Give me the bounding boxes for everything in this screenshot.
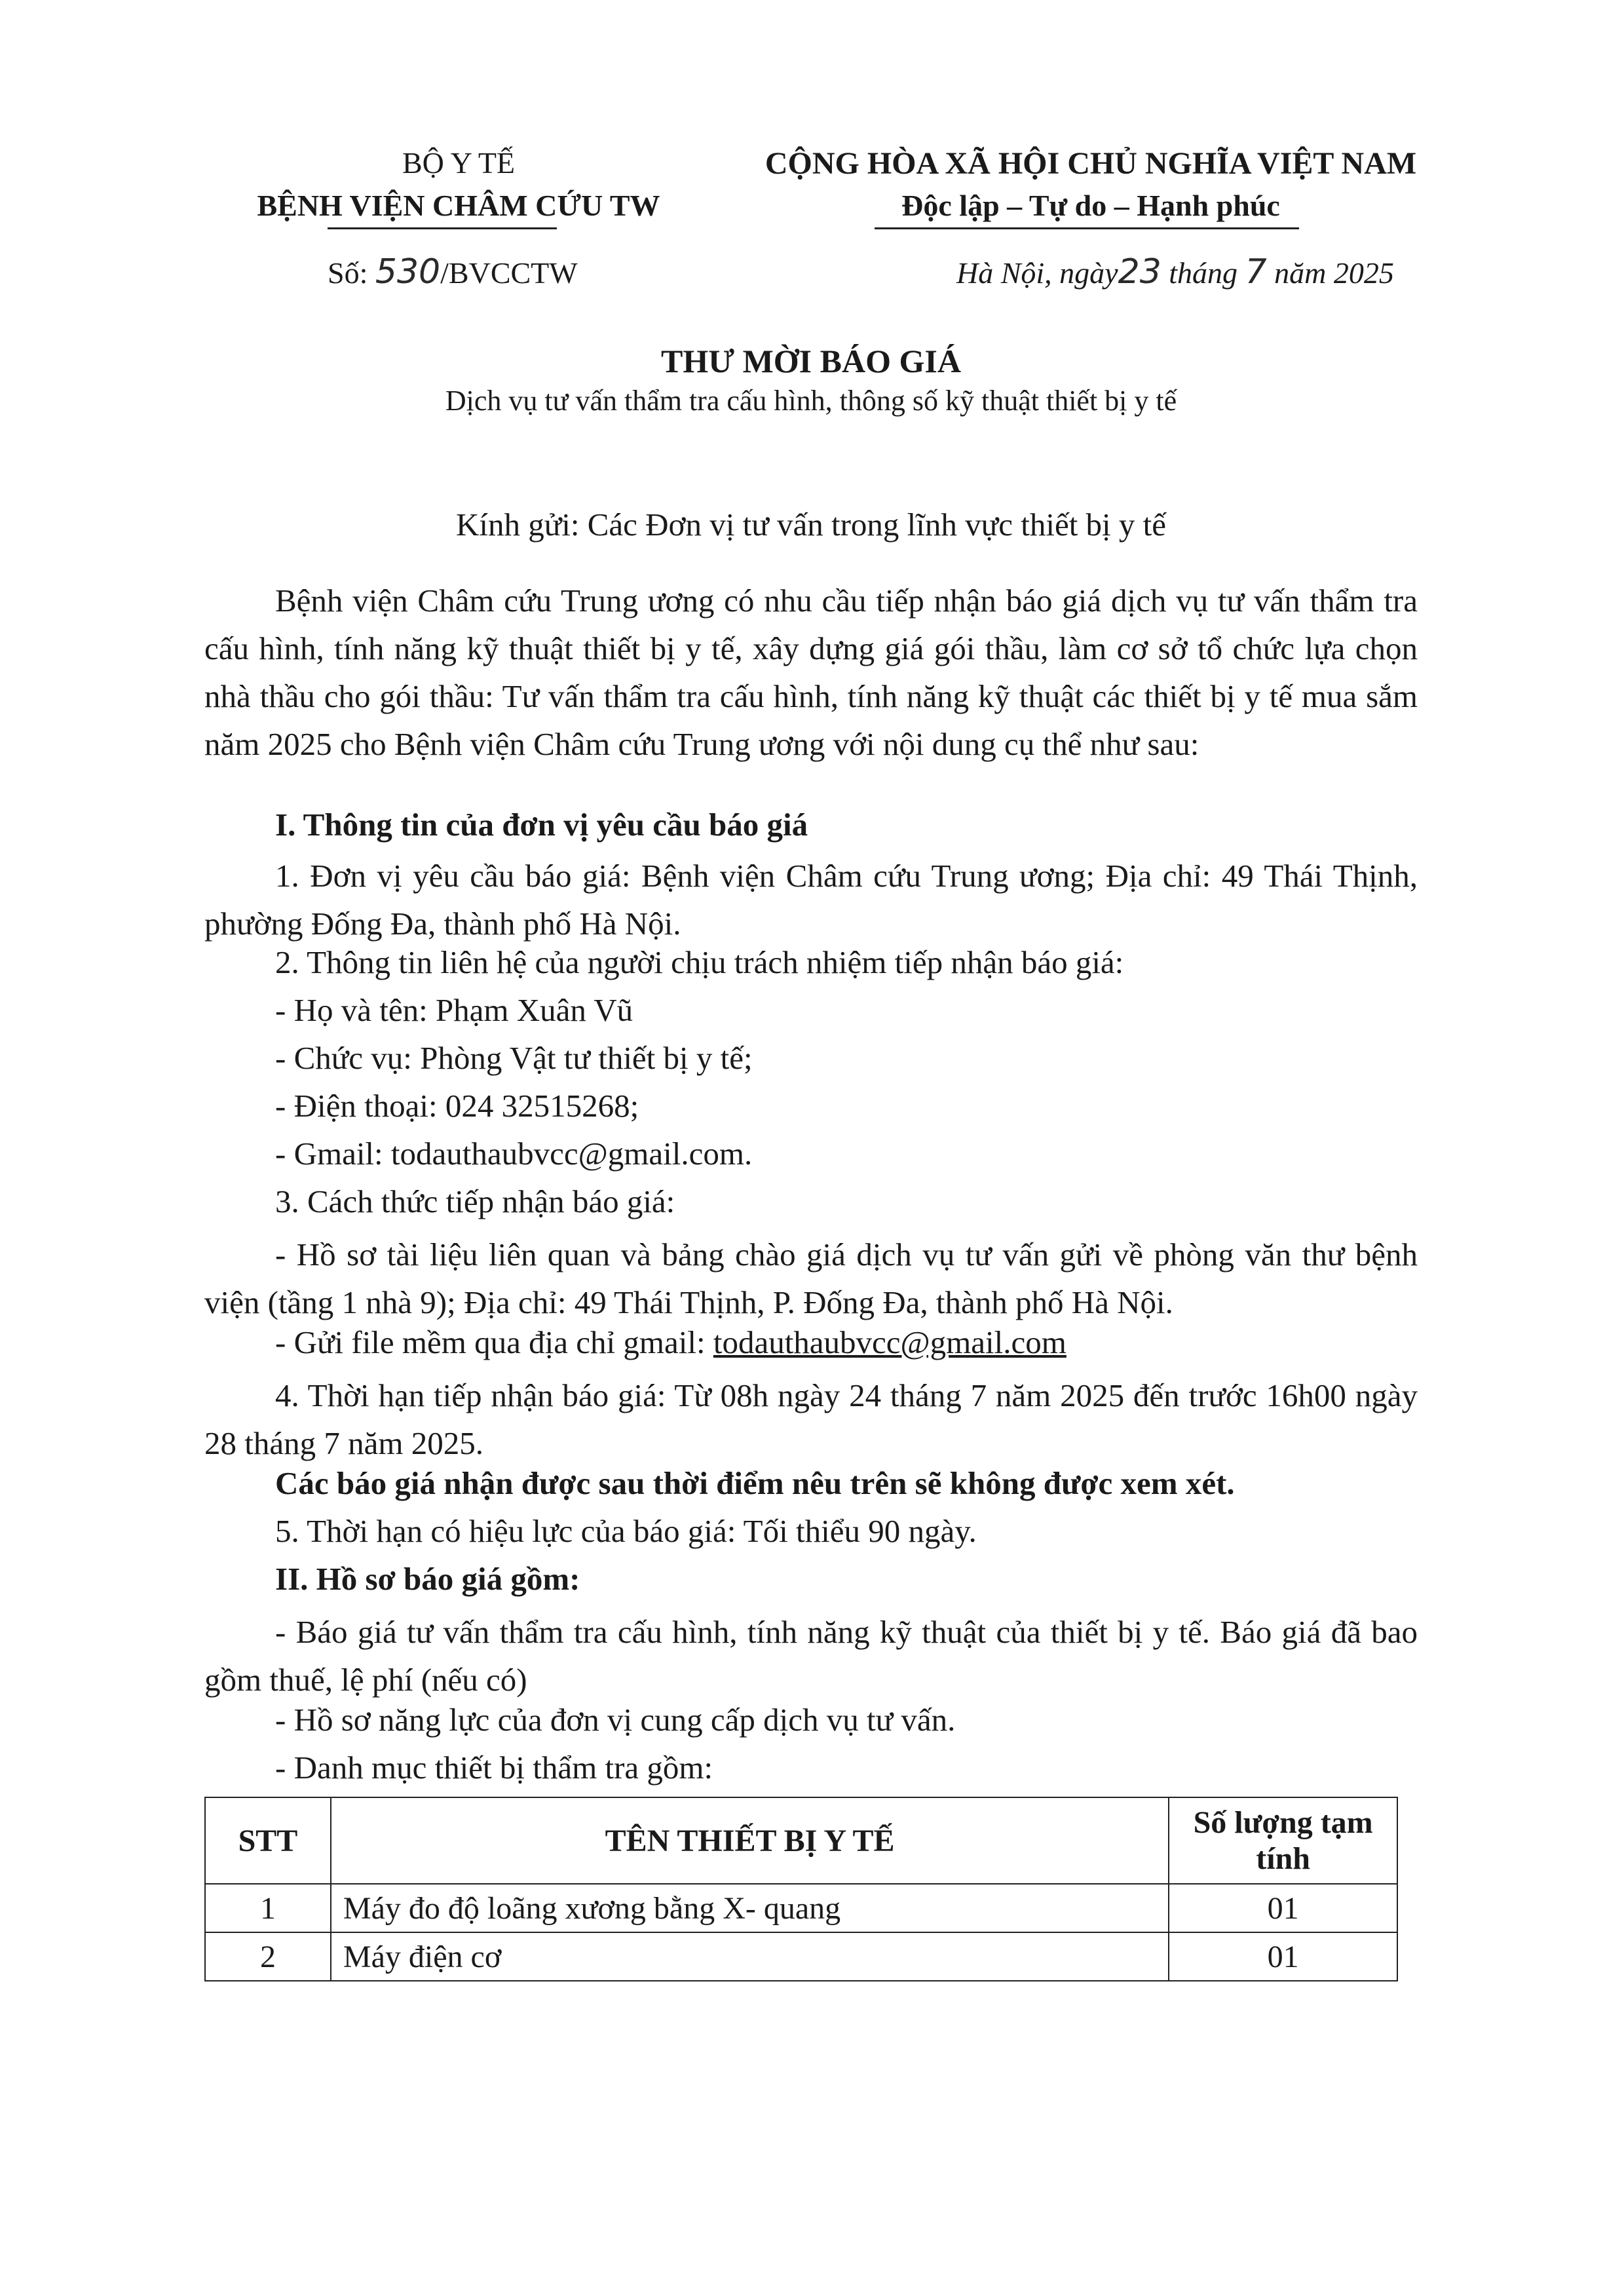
document-date (956, 252, 1394, 292)
contact-phone: - Điện thoại: 024 32515268; (275, 1088, 639, 1124)
number-suffix: /BVCCTW (440, 256, 578, 290)
salutation: Kính gửi: Các Đơn vị tư vấn trong lĩnh vực thiết bị y tế (455, 507, 1167, 543)
header-quantity: Số lượng tạm tính (1169, 1797, 1397, 1884)
date-day: 23 (1118, 252, 1161, 292)
number-handwritten: 530 (375, 252, 441, 292)
row-stt: 2 (205, 1932, 331, 1981)
late-submission-warning: Các báo giá nhận được sau thời điểm nêu trên sẽ không được xem xét. (275, 1465, 1235, 1501)
hospital-underline (328, 227, 557, 229)
section-1-item-3: 3. Cách thức tiếp nhận báo giá: (275, 1183, 675, 1219)
section-2-bullet-2: - Hồ sơ năng lực của đơn vị cung cấp dịch vụ tư vấn. (275, 1702, 956, 1738)
contact-gmail: - Gmail: todauthaubvcc@gmail.com. (275, 1136, 753, 1172)
date-year: năm 2025 (1274, 256, 1394, 290)
number-prefix: Số: (328, 256, 368, 290)
row-quantity: 01 (1169, 1932, 1397, 1981)
section-2-bullet-1: - Báo giá tư vấn thẩm tra cấu hình, tính năng kỹ thuật của thiết bị y tế. Báo giá đã bao gồm thuế, lệ phí (nếu có) (204, 1614, 1418, 1698)
section-1-item-4: 4. Thời hạn tiếp nhận báo giá: Từ 08h ngày 24 tháng 7 năm 2025 đến trước 16h00 ngày 28 tháng 7 năm 2025. (204, 1377, 1418, 1461)
motto-underline (875, 227, 1299, 229)
country-name: CỘNG HÒA XÃ HỘI CHỦ NGHĨA VIỆT NAM (765, 146, 1417, 181)
section-1-item-3b (275, 1324, 1067, 1361)
gmail-link[interactable]: todauthaubvcc@gmail.com (713, 1324, 1067, 1360)
date-month-label: tháng (1169, 256, 1238, 290)
contact-position: - Chức vụ: Phòng Vật tư thiết bị y tế; (275, 1040, 753, 1076)
hospital-name: BỆNH VIỆN CHÂM CỨU TW (257, 189, 660, 222)
row-quantity: 01 (1169, 1884, 1397, 1932)
ministry-name: BỘ Y TẾ (402, 146, 516, 180)
row-device-name: Máy đo độ loãng xương bằng X- quang (331, 1884, 1169, 1932)
contact-name: - Họ và tên: Phạm Xuân Vũ (275, 992, 633, 1028)
section-1-item-3a: - Hồ sơ tài liệu liên quan và bảng chào giá dịch vụ tư vấn gửi về phòng văn thư bệnh viện (tầng 1 nhà 9); Địa chỉ: 49 Thái Thịnh, P. Đống Đa, thành phố Hà Nội. (204, 1236, 1418, 1320)
intro-paragraph: Bệnh viện Châm cứu Trung ương có nhu cầu tiếp nhận báo giá dịch vụ tư vấn thẩm tra cấu hình, tính năng kỹ thuật thiết bị y tế, xây dựng giá gói thầu, làm cơ sở tổ chức lựa chọn nhà thầu cho gói thầu: Tư vấn thẩm tra cấu hình, tính năng kỹ thuật các thiết bị y tế mua sắm năm 2025 cho Bệnh viện Châm cứu Trung ương với nội dung cụ thể như sau: (204, 583, 1418, 762)
section-1-item-5: 5. Thời hạn có hiệu lực của báo giá: Tối thiểu 90 ngày. (275, 1513, 977, 1549)
gmail-label: - Gửi file mềm qua địa chỉ gmail: (275, 1324, 713, 1360)
section-2-bullet-3: - Danh mục thiết bị thẩm tra gồm: (275, 1750, 713, 1786)
table-header-row (205, 1797, 1397, 1884)
row-stt: 1 (205, 1884, 331, 1932)
page-title: THƯ MỜI BÁO GIÁ (661, 343, 961, 379)
section-1-item-2: 2. Thông tin liên hệ của người chịu trách nhiệm tiếp nhận báo giá: (275, 944, 1124, 980)
header-device-name: TÊN THIẾT BỊ Y TẾ (331, 1797, 1169, 1884)
header-stt: STT (205, 1797, 331, 1884)
table-row (205, 1932, 1397, 1981)
page-subtitle: Dịch vụ tư vấn thẩm tra cấu hình, thông số kỹ thuật thiết bị y tế (445, 385, 1177, 417)
row-device-name: Máy điện cơ (331, 1932, 1169, 1981)
device-table (204, 1797, 1398, 1981)
section-2-heading: II. Hồ sơ báo giá gồm: (275, 1561, 580, 1597)
date-place: Hà Nội, ngày (956, 256, 1118, 290)
section-1-item-1: 1. Đơn vị yêu cầu báo giá: Bệnh viện Châm cứu Trung ương; Địa chỉ: 49 Thái Thịnh, phường Đống Đa, thành phố Hà Nội. (204, 858, 1418, 942)
date-month: 7 (1245, 252, 1267, 292)
document-number (328, 252, 578, 292)
section-1-heading: I. Thông tin của đơn vị yêu cầu báo giá (275, 807, 808, 843)
national-motto: Độc lập – Tự do – Hạnh phúc (901, 189, 1280, 222)
table-row (205, 1884, 1397, 1932)
